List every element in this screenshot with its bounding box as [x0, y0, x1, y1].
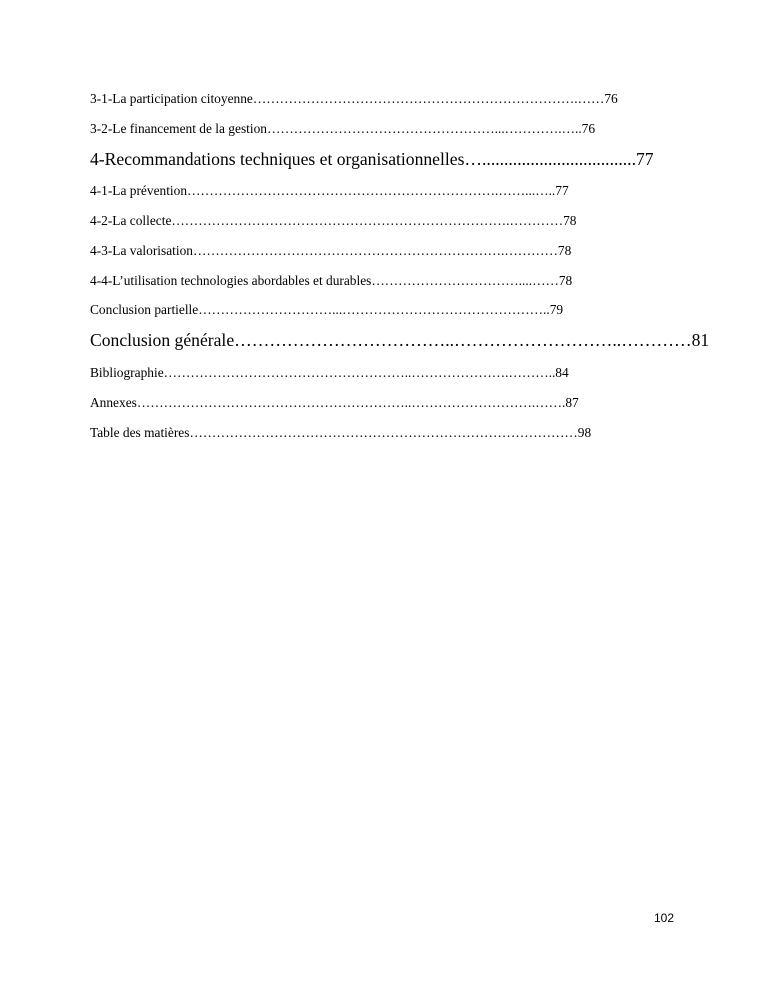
toc-entry-3-1: 3-1-La participation citoyenne……………………………………………………………….……76	[90, 91, 618, 106]
toc-entry-4: 4-Recommandations techniques et organisationnelles…...................................77	[90, 149, 654, 169]
toc-entry-4-1: 4-1-La prévention…………………………………………………………….……...…..77	[90, 183, 569, 198]
page-number: 102	[654, 911, 675, 925]
toc-entry-4-2: 4-2-La collecte………………………………………………………………….…………78	[90, 213, 577, 228]
toc-entry-4-3: 4-3-La valorisation…………………………………………………………….…………78	[90, 243, 572, 258]
toc-entry-4-4: 4-4-L’utilisation technologies abordables et durables……………………………....……78	[90, 273, 573, 288]
toc-entry-bibliographie: Bibliographie………………………………………………..………………….………..84	[90, 365, 569, 380]
toc-entry-table-des-matieres: Table des matières……………………………………………………………………………98	[90, 425, 592, 440]
toc-entry-3-2: 3-2-Le financement de la gestion……………………………………………...………….…..76	[90, 121, 596, 136]
toc-entry-conclusion-partielle: Conclusion partielle…………………………...………………………………………..79	[90, 302, 564, 317]
table-of-contents	[90, 0, 710, 480]
toc-entry-annexes: Annexes……………………………………………………..……………………….…….87	[90, 395, 579, 410]
toc-entry-conclusion-generale: Conclusion générale………………………………..………………………..…………81	[90, 330, 710, 350]
